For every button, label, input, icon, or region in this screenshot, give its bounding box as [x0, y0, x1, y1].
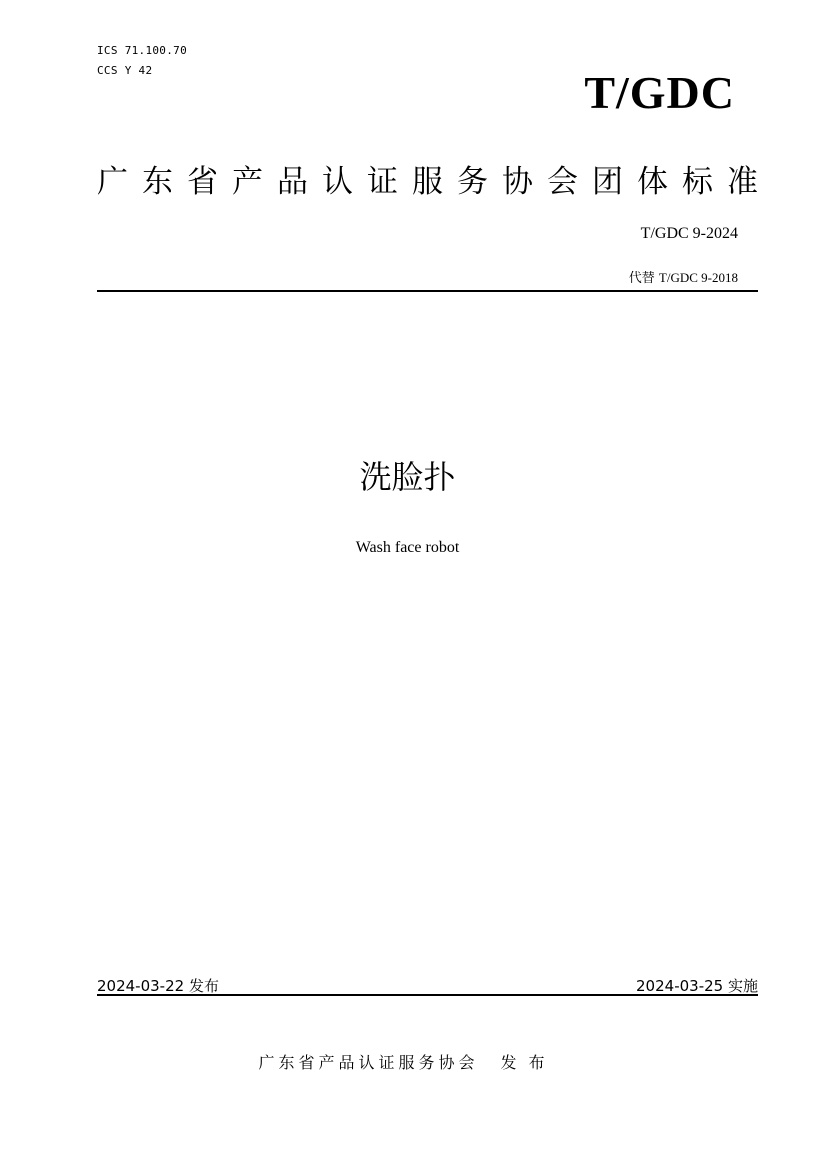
ics-code: ICS 71.100.70 [97, 44, 187, 57]
implementation-date-value: 2024-03-25 [636, 977, 724, 995]
category-char: 认 [322, 164, 353, 200]
category-char: 东 [142, 164, 173, 200]
issue-date [97, 975, 219, 996]
standard-code-logo: T/GDC [584, 67, 735, 118]
category-char: 协 [502, 164, 533, 200]
implementation-label: 实施 [727, 977, 758, 995]
ccs-code: CCS Y 42 [97, 64, 153, 77]
category-char: 广 [97, 164, 128, 200]
category-char: 准 [727, 164, 758, 200]
standard-number: T/GDC 9-2024 [640, 225, 738, 242]
publisher-name: 广东省产品认证服务协会 [258, 1053, 479, 1072]
issue-label: 发布 [188, 977, 219, 995]
footer-divider [97, 994, 758, 996]
category-char: 标 [682, 164, 713, 200]
category-char: 证 [367, 164, 398, 200]
category-char: 品 [277, 164, 308, 200]
replaces-label: 代替 [628, 271, 655, 286]
category-char: 体 [637, 164, 668, 200]
standard-category-heading [97, 156, 758, 201]
publish-label: 发布 [500, 1053, 557, 1072]
category-char: 省 [187, 164, 218, 200]
header-divider [97, 290, 758, 292]
document-title-chinese: 洗脸扑 [359, 458, 456, 496]
issue-date-value: 2024-03-22 [97, 977, 185, 995]
replaced-standard-number: T/GDC 9-2018 [658, 270, 738, 285]
category-char: 服 [412, 164, 443, 200]
replaces-line [629, 267, 738, 286]
category-char: 团 [592, 164, 623, 200]
publisher-line [0, 1050, 815, 1073]
category-char: 会 [547, 164, 578, 200]
document-title-english: Wash face robot [355, 539, 460, 556]
category-char: 务 [457, 164, 488, 200]
category-char: 产 [232, 164, 263, 200]
implementation-date [636, 975, 758, 996]
